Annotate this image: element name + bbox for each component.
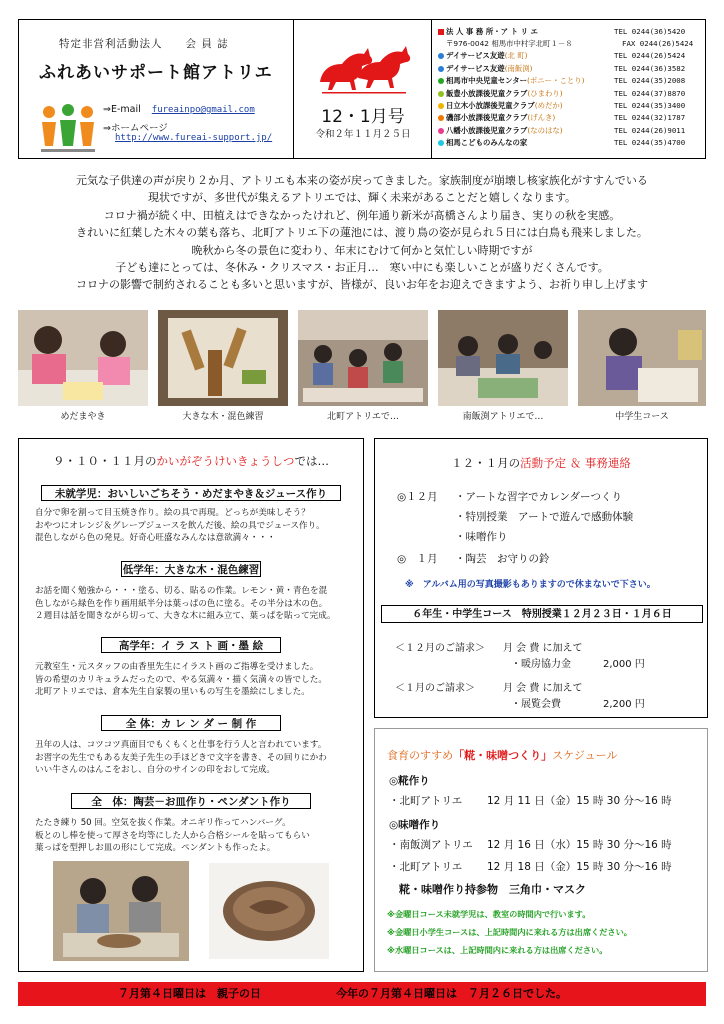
- intro-line: 元気な子供達の声が戻り２か月、アトリエも本来の姿が戻ってきました。家族制度が崩壊し核家族化がすすんでいる: [76, 174, 648, 187]
- items-to-bring: 糀・味噌作り持参物 三角巾・マスク: [399, 883, 586, 896]
- schedule-heading: １２・１月の活動予定 ＆ 事務連絡: [451, 456, 631, 470]
- photo-caption: めだまやき: [60, 412, 106, 422]
- dot-bullet-icon: [438, 53, 444, 59]
- dot-bullet-icon: [438, 66, 444, 72]
- photo-junior-high-course: [578, 310, 706, 406]
- billing-item: ・展覧会費: [511, 699, 561, 710]
- schedule-note: ※金曜日小学生コースは、上記時間内に来れる方は出席ください。: [387, 927, 632, 937]
- footer-banner: [18, 982, 706, 1006]
- koji-place: ・北町アトリエ: [389, 795, 463, 807]
- dot-bullet-icon: [438, 91, 444, 97]
- schedule-note: ※金曜日コース未就学児は、教室の時間内で行います。: [387, 909, 591, 919]
- january-item: ・陶芸 お守りの鈴: [455, 553, 550, 565]
- intro-message: [18, 172, 706, 294]
- schedule-notice-box: [374, 438, 708, 718]
- horses-logo-icon: [312, 42, 416, 96]
- dot-bullet-icon: [438, 78, 444, 84]
- newsletter-title: ふれあいサポート館アトリエ: [39, 63, 273, 83]
- dot-bullet-icon: [438, 115, 444, 121]
- header-title-box: [18, 19, 294, 159]
- directory-row: 法 人 事 務 所・ア ト リ エ TEL 0244(36)5420: [438, 25, 701, 37]
- art-class-report: [18, 438, 364, 972]
- koji-time: 12 月 11 日（金）15 時 30 分～16 時: [487, 795, 672, 807]
- billing-note: 月 会 費 に加えて: [503, 643, 583, 654]
- dot-bullet-icon: [438, 140, 444, 146]
- section-title: 高学年：イ ラ ス ト 画・墨 絵: [101, 637, 281, 653]
- directory-row: 飯豊小放課後児童クラブ(ひまわり) TEL 0244(37)8870: [438, 87, 701, 99]
- section-text: 丑年の人は、コツコツ真面目でもくもくと仕事を行う人と言われています。 お習字の先生でもある友美子先生の手ほどきで文字を書き、その回りにかわ いい牛さんのはんこをおし、自分のサインの印をおして完成。: [35, 740, 327, 776]
- photo-medamayaki: [18, 310, 148, 406]
- square-bullet-icon: [438, 29, 444, 35]
- schedule-note: ※水曜日コースは、上記時間内に来れる方は出席ください。: [387, 945, 608, 955]
- footer-left-text: ７月第４日曜日は 親子の日: [118, 987, 261, 1000]
- miso-label: ◎味噌作り: [389, 819, 441, 831]
- section-text: お話を聞く勉強から・・・塗る、切る、貼るの作業。レモン・黄・青色を混 色しながら緑色を作り画用紙半分は葉っぱの色に塗る。その半分は木の色。 ２週目は話を聞きながら切って、大きな木に組み立て、葉っぱを貼って完成。: [35, 586, 336, 622]
- food-education-heading: 食育のすすめ「糀・味噌つくり」スケジュール: [387, 749, 618, 762]
- koji-label: ◎糀作り: [389, 775, 430, 787]
- december-item: ・アートな習字でカレンダーつくり: [455, 491, 623, 503]
- directory-row: 磯部小放課後児童クラブ(げんき) TEL 0244(32)1787: [438, 112, 701, 124]
- december-label: ◎１２月: [397, 491, 438, 503]
- dot-bullet-icon: [438, 103, 444, 109]
- billing-amount: 2,200 円: [603, 699, 645, 710]
- photo-caption: 南飯渕アトリエで…: [462, 412, 544, 422]
- billing-item: ・暖房協力金: [511, 659, 571, 670]
- section-title: 全 体：カ レ ン ダ ー 制 作: [101, 715, 281, 731]
- issue-date: 令和２年１１月２５日: [315, 129, 411, 140]
- section-text: 元教室生・元スタッフの由香里先生にイラスト画のご指導を受けました。 皆の希望のカリキュラムだったので、やる気満々・描く気満々の皆でした。 北町アトリエでは、倉本先生自家製の里いもの写生を墨絵にしました。: [35, 662, 327, 698]
- section-text: 自分で卵を割って目玉焼き作り。絵の具で再現。どっちが美味しそう？ おやつにオレンジ＆グレープジュースを飲んだ後、絵の具でジュース作り。 混色しながら色の発見。好奇心旺盛なみんなは意欲満々・・・: [35, 508, 325, 544]
- section-text: たたき練り 50 回。空気を抜く作業。オニギリ作ってハンバーグ。 板とのし棒を使って厚さを均等にした人から合格シールを貼ってもらい 葉っぱを型押しお皿の形にして完成。ペンダントも作ったよ。: [35, 818, 310, 854]
- photo-caption: 北町アトリエで…: [327, 412, 399, 422]
- intro-line: 晩秋から冬の景色に変わり、年末にむけて何かと気忙しい時期ですが: [191, 243, 533, 257]
- organization-label: 特定非営利活動法人 会 員 誌: [59, 38, 229, 50]
- special-class-notice: ６年生・中学生コース 特別授業１２月２３日・１月６日: [381, 605, 703, 623]
- directory-row: 相馬こどものみんなの家 TEL 0244(35)4700: [438, 137, 701, 149]
- photo-notice: ※ アルバム用の写真撮影もありますので休まないで下さい。: [405, 580, 656, 590]
- miso-place: ・南飯渕アトリエ: [389, 839, 473, 851]
- december-item: ・特別授業 アートで遊んで感動体験: [455, 511, 634, 523]
- intro-line: 現状ですが、多世代が集えるアトリエでは、輝く未来があることだと嬉しくなります。: [148, 191, 576, 205]
- miso-time: 12 月 18 日（金）15 時 30 分～16 時: [487, 861, 672, 873]
- directory-row: 相馬市中央児童センター(ポニー・ことり) TEL 0244(35)2008: [438, 75, 701, 87]
- art-class-heading: ９・１０・１１月のかいがぞうけいきょうしつでは…: [53, 454, 329, 468]
- directory-row: 八幡小放課後児童クラブ(なのはな) TEL 0244(26)9011: [438, 124, 701, 136]
- january-billing-label: ＜１月のご請求＞: [395, 683, 475, 694]
- intro-line: コロナ禍が続く中、田植えはできなかったけれど、例年通り新米が髙橋さんより届き、実りの秋を実感。: [103, 208, 621, 222]
- email-label: ⇒E-mail: [103, 104, 141, 115]
- december-billing-label: ＜１２月のご請求＞: [395, 643, 485, 654]
- section-title: 未就学児：おいしいごちそう・めだまやき＆ジュース作り: [41, 485, 341, 501]
- photo-minamiiibuchi-atelier: [438, 310, 568, 406]
- issue-number: 12・1月号: [321, 107, 405, 127]
- food-education-box: [374, 728, 708, 972]
- photo-caption: 中学生コース: [615, 412, 669, 422]
- directory-row: デイサービス友遊(南飯渕) TEL 0244(36)3582: [438, 62, 701, 74]
- billing-note: 月 会 費 に加えて: [503, 683, 583, 694]
- directory-list: [438, 25, 701, 149]
- homepage-label: ⇒ホームページ: [103, 123, 168, 134]
- intro-line: 子ども達にとっては、冬休み・クリスマス・お正月… 寒い中にも楽しいことが盛りだくさんです。: [115, 261, 609, 275]
- miso-place: ・北町アトリエ: [389, 861, 463, 873]
- photo-caption: 大きな木・混色練習: [182, 412, 264, 422]
- directory-row: 〒976-0042 相馬市中村字北町１－８ FAX 0244(26)5424: [446, 39, 694, 49]
- january-label: ◎ １月: [397, 553, 438, 565]
- directory-row: デイサービス友遊(北 町) TEL 0244(26)5424: [438, 50, 701, 62]
- people-logo-icon: [39, 102, 97, 154]
- section-title: 全 体：陶芸－お皿作り・ペンダント作り: [71, 793, 311, 809]
- photo-kitamachi-atelier: [298, 310, 428, 406]
- intro-line: コロナの影響で制約されることも多いと思いますが、皆様が、良いお年をお迎えできますよう、お祈り申し上げます: [76, 278, 648, 292]
- contact-directory: [432, 19, 706, 159]
- photo-big-tree: [158, 310, 288, 406]
- photo-ceramics-kids: [53, 861, 189, 961]
- issue-box: [294, 19, 432, 159]
- billing-amount: 2,000 円: [603, 659, 645, 670]
- footer-right-text: 今年の７月第４日曜日は ７月２６日でした。: [336, 987, 567, 1000]
- homepage-link[interactable]: http://www.fureai-support.jp/: [115, 133, 273, 143]
- email-link[interactable]: fureainpo@gmail.com: [151, 105, 255, 115]
- miso-time: 12 月 16 日（水）15 時 30 分～16 時: [487, 839, 672, 851]
- section-title: 低学年：大きな木・混色練習: [121, 561, 261, 577]
- directory-row: 日立木小放課後児童クラブ(めだか) TEL 0244(35)3400: [438, 99, 701, 111]
- intro-line: きれいに紅葉した木々の葉も落ち、北町アトリエ下の蓮池には、渡り鳥の姿が見られ５日には白鳥も飛来しました。: [76, 226, 648, 240]
- photo-ceramic-plate: [209, 863, 329, 959]
- december-item: ・味噌作り: [455, 531, 508, 543]
- dot-bullet-icon: [438, 128, 444, 134]
